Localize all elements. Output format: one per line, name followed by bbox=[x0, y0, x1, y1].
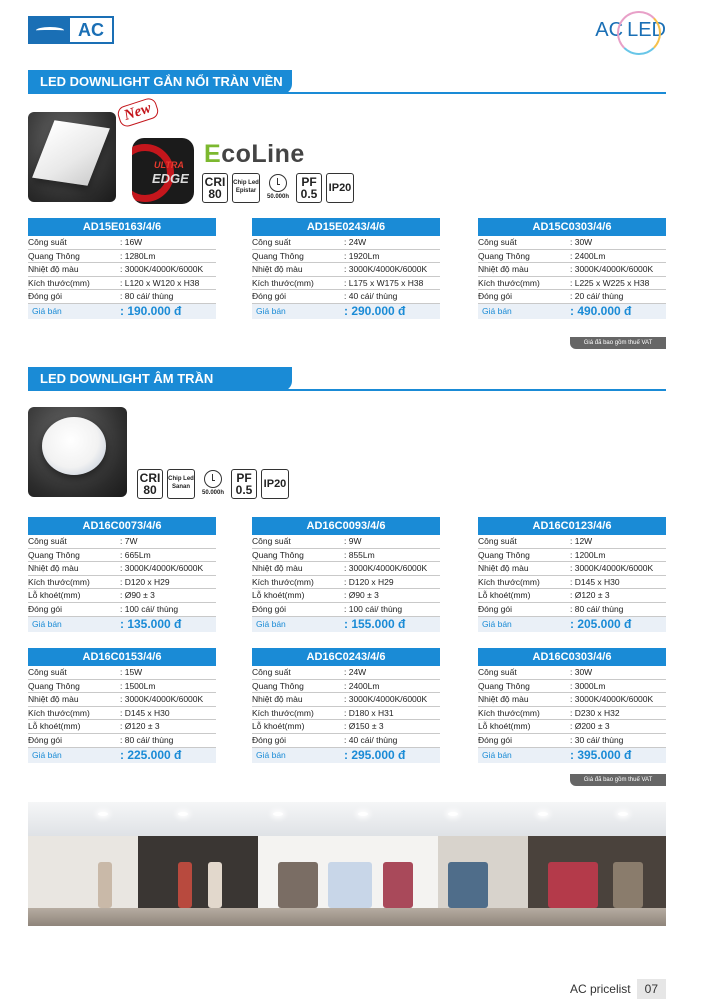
square-panel-light-icon bbox=[32, 120, 110, 186]
vat-note: Giá đã bao gồm thuế VAT bbox=[570, 774, 666, 786]
spec-value: : 3000K/4000K/6000K bbox=[120, 563, 204, 574]
spec-row bbox=[28, 263, 216, 277]
price-value: : 205.000 đ bbox=[570, 617, 632, 632]
product-card bbox=[478, 218, 666, 319]
spec-label: Lỗ khoét(mm) bbox=[28, 721, 81, 732]
chip-led-icon: Chip Led Sanan bbox=[167, 469, 195, 499]
spec-row bbox=[28, 720, 216, 734]
product-image-round-downlight bbox=[28, 407, 127, 497]
spec-row bbox=[478, 549, 666, 563]
spec-row bbox=[478, 589, 666, 603]
product-card bbox=[478, 648, 666, 763]
spec-label: Kích thước(mm) bbox=[28, 576, 90, 587]
spec-label: Lỗ khoét(mm) bbox=[28, 590, 81, 601]
spec-row bbox=[478, 680, 666, 694]
spec-value: : 1200Lm bbox=[570, 549, 606, 560]
price-value: : 295.000 đ bbox=[344, 748, 406, 763]
spec-value: : 30 cái/ thùng bbox=[570, 734, 624, 745]
spec-label: Quang Thông bbox=[252, 680, 304, 691]
spec-row bbox=[28, 603, 216, 617]
product-card bbox=[252, 218, 440, 319]
spec-label: Kích thước(mm) bbox=[252, 707, 314, 718]
spec-label: Đóng gói bbox=[252, 603, 287, 614]
spec-value: : 100 cái/ thùng bbox=[120, 603, 179, 614]
spec-value: : L225 x W225 x H38 bbox=[570, 277, 650, 288]
ecoline-e: E bbox=[204, 140, 222, 168]
spec-label: Nhiệt độ màu bbox=[478, 694, 529, 705]
product-image-square-downlight bbox=[28, 112, 116, 202]
ecoline-logo bbox=[204, 140, 305, 169]
spec-row bbox=[28, 576, 216, 590]
spec-label: Nhiệt độ màu bbox=[252, 694, 303, 705]
spec-label: Công suất bbox=[28, 237, 67, 247]
spec-row bbox=[478, 277, 666, 291]
price-row bbox=[28, 304, 216, 319]
spec-row bbox=[28, 277, 216, 291]
spec-value: : 80 cái/ thùng bbox=[570, 603, 624, 614]
spec-icons-row-2 bbox=[137, 469, 289, 505]
spec-row bbox=[252, 236, 440, 250]
spec-label: Công suất bbox=[252, 237, 291, 247]
spec-label: Lỗ khoét(mm) bbox=[478, 590, 531, 601]
spec-label: Công suất bbox=[28, 667, 67, 677]
cri-icon: CRI 80 bbox=[137, 469, 163, 499]
price-label: Giá bán bbox=[482, 306, 512, 317]
spec-value: : D120 x H29 bbox=[344, 576, 394, 587]
spec-label: Công suất bbox=[28, 536, 67, 546]
price-row bbox=[478, 617, 666, 632]
price-value: : 395.000 đ bbox=[570, 748, 632, 763]
spec-row bbox=[28, 549, 216, 563]
price-label: Giá bán bbox=[256, 306, 286, 317]
spec-label: Kích thước(mm) bbox=[28, 277, 90, 288]
price-value: : 290.000 đ bbox=[344, 304, 406, 319]
spec-label: Lỗ khoét(mm) bbox=[252, 590, 305, 601]
spec-label: Nhiệt độ màu bbox=[28, 694, 79, 705]
ac-logo bbox=[28, 16, 114, 44]
price-row bbox=[252, 617, 440, 632]
page-number: 07 bbox=[637, 979, 666, 999]
spec-row bbox=[478, 603, 666, 617]
spec-value: : 80 cái/ thùng bbox=[120, 291, 174, 302]
spec-value: : Ø90 ± 3 bbox=[344, 590, 379, 601]
spec-row bbox=[28, 589, 216, 603]
product-card bbox=[252, 648, 440, 763]
spec-label: Đóng gói bbox=[252, 734, 287, 745]
spec-label: Đóng gói bbox=[478, 734, 513, 745]
spec-value: : 2400Lm bbox=[344, 680, 380, 691]
spec-row bbox=[478, 263, 666, 277]
spec-row bbox=[252, 576, 440, 590]
price-value: : 490.000 đ bbox=[570, 304, 632, 319]
spec-value: : Ø200 ± 3 bbox=[570, 721, 610, 732]
spec-value: : 30W bbox=[570, 667, 593, 677]
spec-label: Công suất bbox=[478, 667, 517, 677]
product-code: AD16C0073/4/6 bbox=[28, 517, 216, 535]
spec-value: : 3000K/4000K/6000K bbox=[120, 694, 204, 705]
product-code: AD16C0243/4/6 bbox=[252, 648, 440, 666]
spec-label: Quang Thông bbox=[28, 250, 80, 261]
spec-value: : 1500Lm bbox=[120, 680, 156, 691]
product-code: AD16C0123/4/6 bbox=[478, 517, 666, 535]
page-footer bbox=[570, 978, 666, 1000]
ultra-text: ULTRA bbox=[154, 160, 184, 170]
spec-icons-row-1 bbox=[202, 173, 354, 209]
spec-label: Đóng gói bbox=[28, 603, 63, 614]
spec-value: : 2400Lm bbox=[570, 250, 606, 261]
price-row bbox=[28, 748, 216, 763]
spec-label: Quang Thông bbox=[478, 549, 530, 560]
spec-label: Nhiệt độ màu bbox=[478, 563, 529, 574]
spec-row bbox=[28, 707, 216, 721]
spec-value: : 12W bbox=[570, 536, 593, 546]
spec-row bbox=[28, 535, 216, 549]
acled-logo-led bbox=[623, 19, 670, 42]
spec-label: Kích thước(mm) bbox=[28, 707, 90, 718]
spec-row bbox=[252, 562, 440, 576]
spec-row bbox=[478, 290, 666, 304]
spec-value: : 3000K/4000K/6000K bbox=[570, 563, 654, 574]
spec-label: Nhiệt độ màu bbox=[252, 264, 303, 275]
spec-row bbox=[478, 576, 666, 590]
spec-label: Quang Thông bbox=[478, 250, 530, 261]
spec-row bbox=[28, 290, 216, 304]
spec-value: : L120 x W120 x H38 bbox=[120, 277, 200, 288]
spec-value: : 1920Lm bbox=[344, 250, 380, 261]
ultra-edge-badge bbox=[132, 138, 194, 204]
acled-ring-icon bbox=[617, 11, 661, 55]
spec-row bbox=[478, 535, 666, 549]
spec-value: : Ø120 ± 3 bbox=[570, 590, 610, 601]
section-title-recessed-downlight: LED DOWNLIGHT ÂM TRẦN bbox=[28, 367, 292, 391]
price-value: : 190.000 đ bbox=[120, 304, 182, 319]
spec-label: Công suất bbox=[252, 667, 291, 677]
section-divider bbox=[28, 389, 666, 391]
spec-value: : L175 x W175 x H38 bbox=[344, 277, 424, 288]
spec-value: : 3000K/4000K/6000K bbox=[344, 694, 428, 705]
spec-value: : 3000K/4000K/6000K bbox=[344, 264, 428, 275]
spec-label: Nhiệt độ màu bbox=[252, 563, 303, 574]
spec-label: Quang Thông bbox=[478, 680, 530, 691]
new-tag: New bbox=[116, 96, 160, 128]
spec-row bbox=[252, 250, 440, 264]
product-card bbox=[28, 517, 216, 632]
lifetime-clock-icon: 50.000h bbox=[199, 469, 227, 505]
spec-row bbox=[28, 693, 216, 707]
spec-label: Công suất bbox=[252, 536, 291, 546]
spec-row bbox=[252, 535, 440, 549]
spec-label: Công suất bbox=[478, 237, 517, 247]
spec-label: Kích thước(mm) bbox=[252, 277, 314, 288]
ecoline-text: coLine bbox=[221, 140, 305, 168]
spec-row bbox=[252, 589, 440, 603]
spec-label: Kích thước(mm) bbox=[478, 576, 540, 587]
spec-label: Công suất bbox=[478, 536, 517, 546]
spec-label: Nhiệt độ màu bbox=[478, 264, 529, 275]
acled-logo bbox=[595, 12, 670, 48]
spec-row bbox=[252, 263, 440, 277]
spec-row bbox=[252, 734, 440, 748]
spec-value: : Ø150 ± 3 bbox=[344, 721, 384, 732]
spec-row bbox=[252, 707, 440, 721]
spec-value: : 40 cái/ thùng bbox=[344, 734, 398, 745]
spec-row bbox=[478, 720, 666, 734]
spec-value: : D230 x H32 bbox=[570, 707, 620, 718]
spec-value: : Ø120 ± 3 bbox=[120, 721, 160, 732]
spec-row bbox=[478, 707, 666, 721]
price-label: Giá bán bbox=[256, 619, 286, 630]
price-row bbox=[28, 617, 216, 632]
spec-label: Nhiệt độ màu bbox=[28, 264, 79, 275]
price-label: Giá bán bbox=[32, 750, 62, 761]
spec-row bbox=[252, 693, 440, 707]
product-code: AD16C0153/4/6 bbox=[28, 648, 216, 666]
spec-value: : 3000Lm bbox=[570, 680, 606, 691]
spec-value: : 24W bbox=[344, 237, 367, 247]
store-interior-photo bbox=[28, 802, 666, 926]
product-card bbox=[28, 648, 216, 763]
price-value: : 225.000 đ bbox=[120, 748, 182, 763]
spec-row bbox=[28, 680, 216, 694]
price-value: : 155.000 đ bbox=[344, 617, 406, 632]
ip-rating-icon: IP20 bbox=[326, 173, 354, 203]
spec-label: Đóng gói bbox=[478, 291, 513, 302]
spec-value: : 20 cái/ thùng bbox=[570, 291, 624, 302]
spec-label: Quang Thông bbox=[28, 549, 80, 560]
price-label: Giá bán bbox=[32, 306, 62, 317]
spec-value: : 100 cái/ thùng bbox=[344, 603, 403, 614]
spec-label: Lỗ khoét(mm) bbox=[252, 721, 305, 732]
acled-logo-led-text: LED bbox=[627, 18, 666, 41]
spec-label: Nhiệt độ màu bbox=[28, 563, 79, 574]
price-row bbox=[478, 304, 666, 319]
spec-label: Lỗ khoét(mm) bbox=[478, 721, 531, 732]
spec-row bbox=[28, 666, 216, 680]
spec-row bbox=[252, 277, 440, 291]
spec-value: : 665Lm bbox=[120, 549, 151, 560]
price-row bbox=[252, 304, 440, 319]
spec-row bbox=[478, 562, 666, 576]
spec-row bbox=[252, 720, 440, 734]
spec-row bbox=[478, 734, 666, 748]
spec-label: Quang Thông bbox=[252, 549, 304, 560]
price-label: Giá bán bbox=[482, 750, 512, 761]
section-title-surface-downlight: LED DOWNLIGHT GẮN NỔI TRÀN VIỀN bbox=[28, 70, 292, 94]
spec-label: Đóng gói bbox=[28, 734, 63, 745]
power-factor-icon: PF 0.5 bbox=[296, 173, 322, 203]
spec-row bbox=[478, 666, 666, 680]
spec-label: Kích thước(mm) bbox=[478, 277, 540, 288]
spec-value: : 3000K/4000K/6000K bbox=[570, 264, 654, 275]
edge-text: EDGE bbox=[152, 171, 189, 186]
spec-row bbox=[478, 250, 666, 264]
spec-label: Quang Thông bbox=[28, 680, 80, 691]
spec-value: : 855Lm bbox=[344, 549, 375, 560]
spec-value: : D145 x H30 bbox=[570, 576, 620, 587]
round-downlight-icon bbox=[42, 417, 106, 475]
price-label: Giá bán bbox=[32, 619, 62, 630]
cri-icon: CRI 80 bbox=[202, 173, 228, 203]
spec-row bbox=[252, 666, 440, 680]
spec-row bbox=[478, 236, 666, 250]
spec-row bbox=[28, 250, 216, 264]
spec-row bbox=[478, 693, 666, 707]
spec-label: Đóng gói bbox=[28, 291, 63, 302]
spec-label: Đóng gói bbox=[478, 603, 513, 614]
section-divider bbox=[28, 92, 666, 94]
spec-row bbox=[252, 290, 440, 304]
spec-value: : 3000K/4000K/6000K bbox=[120, 264, 204, 275]
price-label: Giá bán bbox=[256, 750, 286, 761]
spec-value: : 9W bbox=[344, 536, 362, 546]
spec-value: : 40 cái/ thùng bbox=[344, 291, 398, 302]
spec-value: : 3000K/4000K/6000K bbox=[344, 563, 428, 574]
product-card bbox=[252, 517, 440, 632]
product-code: AD16C0303/4/6 bbox=[478, 648, 666, 666]
spec-label: Đóng gói bbox=[252, 291, 287, 302]
ip-rating-icon: IP20 bbox=[261, 469, 289, 499]
price-row bbox=[478, 748, 666, 763]
product-code: AD15E0243/4/6 bbox=[252, 218, 440, 236]
ac-logo-text: AC bbox=[78, 20, 104, 40]
footer-label: AC pricelist bbox=[569, 982, 631, 996]
spec-label: Kích thước(mm) bbox=[478, 707, 540, 718]
product-card bbox=[28, 218, 216, 319]
spec-value: : 7W bbox=[120, 536, 138, 546]
spec-row bbox=[252, 549, 440, 563]
spec-row bbox=[28, 734, 216, 748]
spec-value: : 1280Lm bbox=[120, 250, 156, 261]
spec-value: : 24W bbox=[344, 667, 367, 677]
ac-logo-mark bbox=[30, 18, 70, 42]
price-row bbox=[252, 748, 440, 763]
spec-value: : D120 x H29 bbox=[120, 576, 170, 587]
power-factor-icon: PF 0.5 bbox=[231, 469, 257, 499]
vat-note: Giá đã bao gồm thuế VAT bbox=[570, 337, 666, 349]
spec-value: : 80 cái/ thùng bbox=[120, 734, 174, 745]
spec-value: : 16W bbox=[120, 237, 143, 247]
spec-row bbox=[28, 562, 216, 576]
product-code: AD15E0163/4/6 bbox=[28, 218, 216, 236]
spec-row bbox=[252, 603, 440, 617]
price-label: Giá bán bbox=[482, 619, 512, 630]
product-code: AD15C0303/4/6 bbox=[478, 218, 666, 236]
spec-value: : D180 x H31 bbox=[344, 707, 394, 718]
spec-value: : 30W bbox=[570, 237, 593, 247]
product-code: AD16C0093/4/6 bbox=[252, 517, 440, 535]
spec-row bbox=[28, 236, 216, 250]
spec-label: Quang Thông bbox=[252, 250, 304, 261]
acled-logo-ac: AC bbox=[595, 18, 624, 41]
lifetime-clock-icon: 50.000h bbox=[264, 173, 292, 209]
spec-value: : D145 x H30 bbox=[120, 707, 170, 718]
spec-row bbox=[252, 680, 440, 694]
spec-value: : 15W bbox=[120, 667, 143, 677]
spec-value: : Ø90 ± 3 bbox=[120, 590, 155, 601]
spec-value: : 3000K/4000K/6000K bbox=[570, 694, 654, 705]
spec-label: Kích thước(mm) bbox=[252, 576, 314, 587]
price-value: : 135.000 đ bbox=[120, 617, 182, 632]
product-card bbox=[478, 517, 666, 632]
chip-led-icon: Chip Led Epistar bbox=[232, 173, 260, 203]
